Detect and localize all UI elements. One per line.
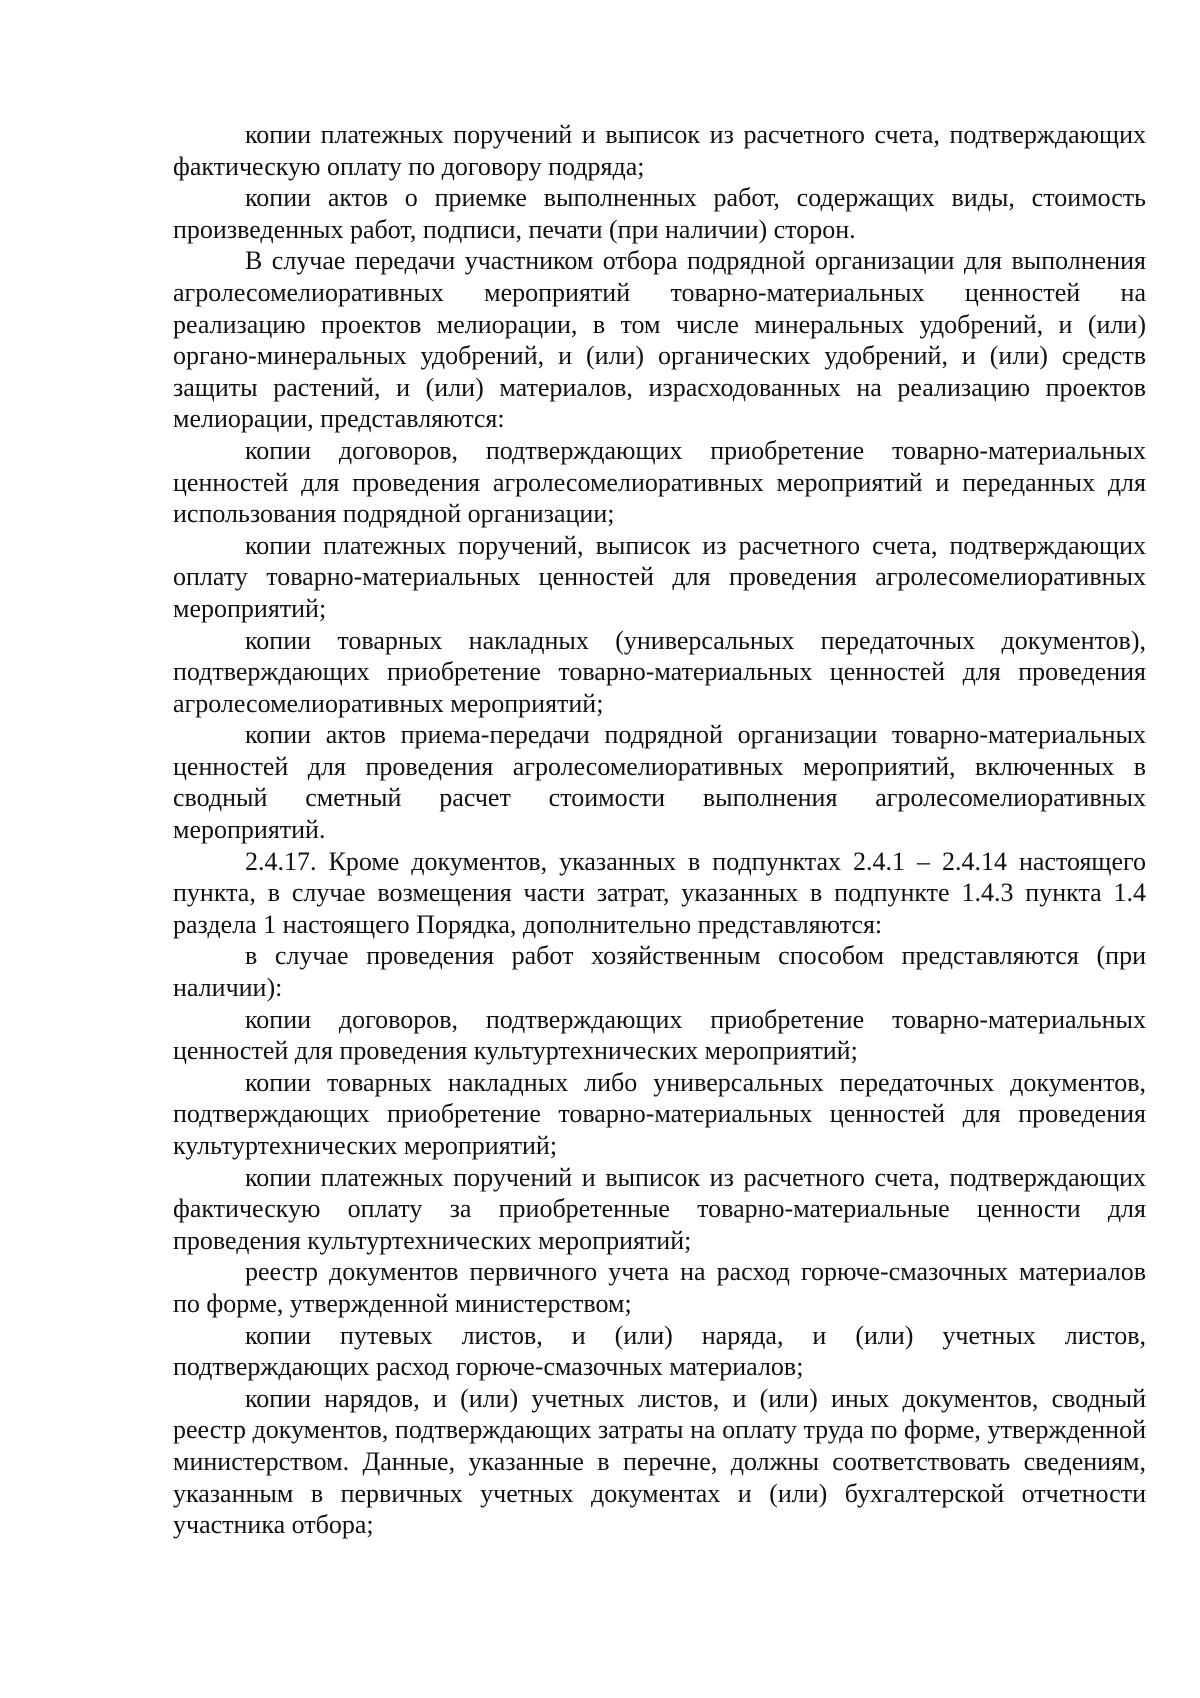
paragraph: в случае проведения работ хозяйственным способом представляются (при наличии): [173,941,1146,1003]
paragraph: копии нарядов, и (или) учетных листов, и (или) иных документов, сводный реестр документов, подтверждающих затраты на оплату труда по форме, утвержденной министерством. Данные, указанные в перечне, должны соответствовать сведениям, указанным в первичных учетных документах и (или) бухгалтерской отчетности участника отбора; [173,1383,1146,1540]
paragraph: копии платежных поручений, выписок из расчетного счета, подтверждающих оплату товарно-материальных ценностей для проведения агролесомелиоративных мероприятий; [173,530,1146,623]
paragraph: копии договоров, подтверждающих приобретение товарно-материальных ценностей для проведения агролесомелиоративных мероприятий и переданных для использования подрядной организации; [173,435,1146,529]
section-2-4-17-paragraph: 2.4.17. Кроме документов, указанных в подпунктах 2.4.1 – 2.4.14 настоящего пункта, в случае возмещения части затрат, указанных в подпункте 1.4.3 пункта 1.4 раздела 1 настоящего Порядка, дополнительно представляются: [173,846,1146,939]
paragraph: копии товарных накладных либо универсальных передаточных документов, подтверждающих приобретение товарно-материальных ценностей для проведения культуртехнических мероприятий; [173,1067,1146,1160]
paragraph: В случае передачи участником отбора подрядной организации для выполнения агролесомелиоративных мероприятий товарно-материальных ценностей на реализацию проектов мелиорации, в том числе минеральных удобрений, и (или) органо-минеральных удобрений, и (или) органических удобрений, и (или) средств защиты растений, и (или) материалов, израсходованных на реализацию проектов мелиорации, представляются: [173,246,1146,434]
paragraph: реестр документов первичного учета на расход горюче-смазочных материалов по форме, утвержденной министерством; [173,1257,1146,1318]
paragraph: копии актов о приемке выполненных работ, содержащих виды, стоимость произведенных работ, подписи, печати (при наличии) сторон. [173,183,1146,244]
paragraph: копии актов приема-передачи подрядной организации товарно-материальных ценностей для проведения агролесомелиоративных мероприятий, включенных в сводный сметный расчет стоимости выполнения агролесомелиоративных мероприятий. [173,720,1146,845]
paragraph: копии товарных накладных (универсальных передаточных документов), подтверждающих приобретение товарно-материальных ценностей для проведения агролесомелиоративных мероприятий; [173,625,1146,718]
document-page [173,119,1146,1541]
paragraph: копии путевых листов, и (или) наряда, и (или) учетных листов, подтверждающих расход горюче-смазочных материалов; [173,1320,1146,1382]
paragraph: копии платежных поручений и выписок из расчетного счета, подтверждающих фактическую оплату по договору подряда; [173,120,1146,181]
paragraph: копии платежных поручений и выписок из расчетного счета, подтверждающих фактическую оплату за приобретенные товарно-материальные ценности для проведения культуртехнических мероприятий; [173,1162,1146,1255]
paragraph: копии договоров, подтверждающих приобретение товарно-материальных ценностей для проведения культуртехнических мероприятий; [173,1004,1146,1066]
